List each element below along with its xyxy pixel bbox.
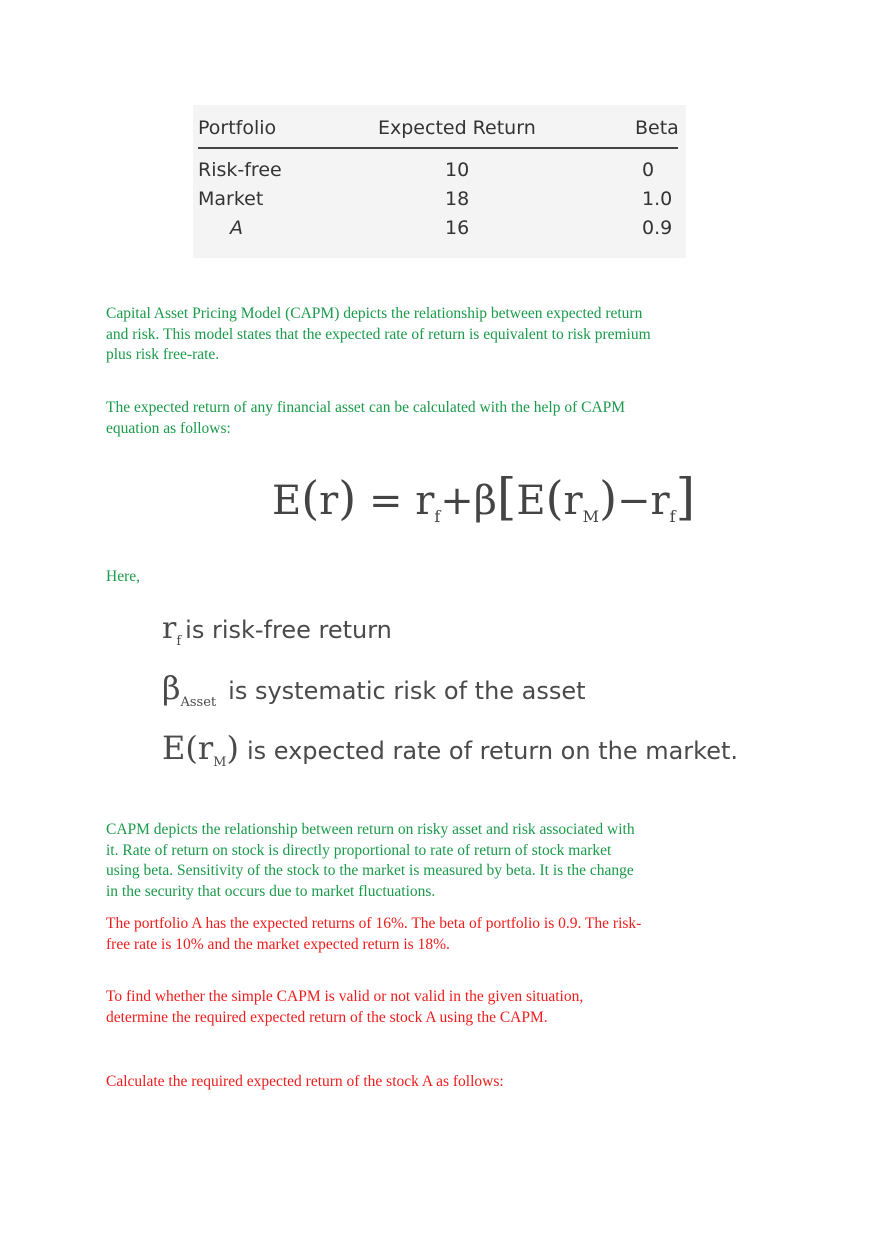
equation-intro-paragraph: The expected return of any financial asset can be calculated with the help of CAPM equation as follows: xyxy=(106,399,626,437)
formula-beta: β xyxy=(473,478,497,524)
table-cell-expected-return: 16 xyxy=(445,217,470,239)
given-data-paragraph: The portfolio A has the expected returns of 16%. The beta of portfolio is 0.9. The risk-free rate is 10% and the market expected return is 18%. xyxy=(106,915,642,953)
table-header-portfolio: Portfolio xyxy=(198,117,277,139)
definition-symbol: $\beta_{Asset}$ xyxy=(162,669,217,710)
portfolio-table xyxy=(193,105,686,258)
table-cell-beta: 1.0 xyxy=(642,188,673,210)
definition-text: is systematic risk of the asset xyxy=(228,677,586,705)
definition-text: is risk-free return xyxy=(185,616,392,644)
table-cell-beta: 0.9 xyxy=(642,217,673,239)
table-cell-portfolio: Market xyxy=(198,188,264,210)
table-cell-beta: 0 xyxy=(642,159,655,181)
definition-beta xyxy=(162,669,586,710)
definition-text: is expected rate of return on the market. xyxy=(246,737,739,765)
table-cell-portfolio: A xyxy=(230,217,243,239)
formula-rf-2: r xyxy=(650,478,670,524)
capm-explanation-paragraph: CAPM depicts the relationship between return on risky asset and risk associated with it. Rate of return on stock is directly proportional to rate of return of stock market using beta. Sensitivity of the stock to the market is measured by beta. It is the change in the security that occurs due to market fluctuations. xyxy=(106,821,635,900)
capm-formula: $E(r) = r_f+\beta[E(r_M)-r_f]$ xyxy=(272,468,696,526)
definition-symbol: $E(r_M)$ xyxy=(162,729,239,770)
formula-rf-2-sub: f xyxy=(669,507,676,526)
table-header-expected-return: Expected Return xyxy=(378,117,536,139)
formula-minus: − xyxy=(617,478,651,524)
formula-expected: E xyxy=(516,478,546,524)
formula-rm-sub: M xyxy=(582,507,600,526)
formula-rm: r xyxy=(563,478,583,524)
formula-rf: r xyxy=(415,478,435,524)
here-label: Here, xyxy=(106,568,140,585)
definition-expected-market xyxy=(162,729,738,770)
definition-symbol: $r_f$ xyxy=(162,611,182,649)
to-find-paragraph: To find whether the simple CAPM is valid or not valid in the given situation, determine the required expected return of the stock A using the CAPM. xyxy=(106,988,584,1026)
formula-rf-sub: f xyxy=(434,507,441,526)
definition-rf xyxy=(162,611,392,649)
formula-lhs-e: E xyxy=(272,478,302,524)
calculate-paragraph: Calculate the required expected return of the stock A as follows: xyxy=(106,1073,504,1090)
table-cell-expected-return: 10 xyxy=(445,159,470,181)
formula-lhs-r: r xyxy=(319,478,339,524)
table-header-beta: Beta xyxy=(635,117,679,139)
table-cell-expected-return: 18 xyxy=(445,188,470,210)
intro-paragraph: Capital Asset Pricing Model (CAPM) depicts the relationship between expected return and risk. This model states that the expected rate of return is equivalent to risk premium plus risk free-rate. xyxy=(106,305,651,363)
table-header-rule xyxy=(198,147,678,149)
table-cell-portfolio: Risk-free xyxy=(198,159,282,181)
